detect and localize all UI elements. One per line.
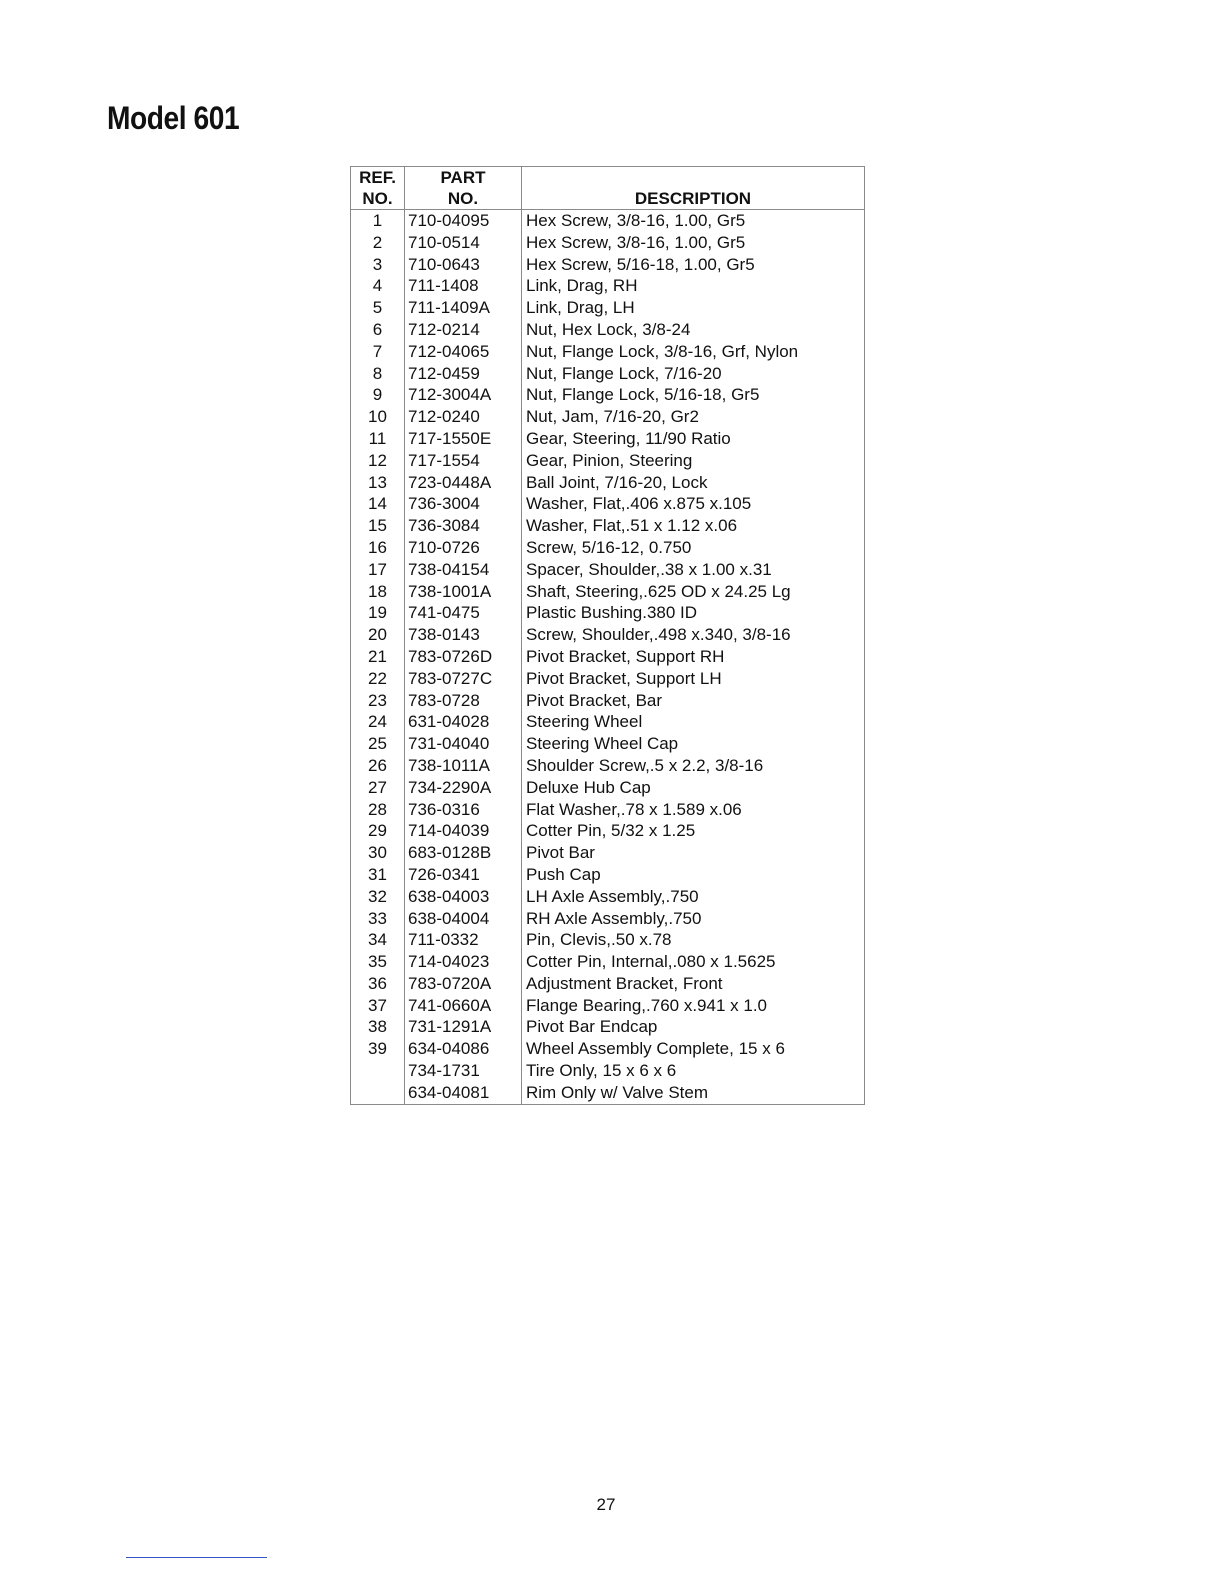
ref-cell: 32 bbox=[351, 886, 405, 908]
table-row bbox=[351, 799, 865, 821]
table-row bbox=[351, 275, 865, 297]
table-row bbox=[351, 646, 865, 668]
table-row bbox=[351, 624, 865, 646]
desc-cell: Pivot Bar bbox=[522, 842, 865, 864]
ref-cell bbox=[351, 1082, 405, 1104]
desc-cell: Screw, Shoulder,.498 x.340, 3/8-16 bbox=[522, 624, 865, 646]
ref-cell: 24 bbox=[351, 711, 405, 733]
desc-cell: Screw, 5/16-12, 0.750 bbox=[522, 537, 865, 559]
desc-cell: Flange Bearing,.760 x.941 x 1.0 bbox=[522, 995, 865, 1017]
parts-table bbox=[350, 166, 865, 1105]
ref-cell bbox=[351, 1060, 405, 1082]
ref-cell: 33 bbox=[351, 908, 405, 930]
desc-cell: Pivot Bar Endcap bbox=[522, 1016, 865, 1038]
part-cell: 711-1408 bbox=[405, 275, 522, 297]
desc-cell: Nut, Flange Lock, 7/16-20 bbox=[522, 363, 865, 385]
part-cell: 712-04065 bbox=[405, 341, 522, 363]
part-cell: 638-04004 bbox=[405, 908, 522, 930]
table-row bbox=[351, 973, 865, 995]
desc-cell: Pin, Clevis,.50 x.78 bbox=[522, 929, 865, 951]
table-row bbox=[351, 297, 865, 319]
ref-cell: 1 bbox=[351, 210, 405, 232]
table-row bbox=[351, 515, 865, 537]
table-row bbox=[351, 210, 865, 232]
part-cell: 738-1011A bbox=[405, 755, 522, 777]
ref-cell: 4 bbox=[351, 275, 405, 297]
header-part-no bbox=[405, 167, 522, 210]
part-cell: 710-04095 bbox=[405, 210, 522, 232]
table-row bbox=[351, 537, 865, 559]
desc-cell: Nut, Flange Lock, 5/16-18, Gr5 bbox=[522, 384, 865, 406]
part-cell: 783-0726D bbox=[405, 646, 522, 668]
table-row bbox=[351, 690, 865, 712]
ref-cell: 7 bbox=[351, 341, 405, 363]
part-cell: 634-04086 bbox=[405, 1038, 522, 1060]
ref-cell: 29 bbox=[351, 820, 405, 842]
part-cell: 736-3004 bbox=[405, 493, 522, 515]
table-row bbox=[351, 995, 865, 1017]
ref-cell: 11 bbox=[351, 428, 405, 450]
table-row bbox=[351, 232, 865, 254]
part-cell: 783-0727C bbox=[405, 668, 522, 690]
desc-cell: Link, Drag, LH bbox=[522, 297, 865, 319]
desc-cell: Push Cap bbox=[522, 864, 865, 886]
desc-cell: Gear, Pinion, Steering bbox=[522, 450, 865, 472]
header-ref-line1: REF. bbox=[359, 168, 396, 187]
desc-cell: Cotter Pin, Internal,.080 x 1.5625 bbox=[522, 951, 865, 973]
desc-cell: RH Axle Assembly,.750 bbox=[522, 908, 865, 930]
ref-cell: 9 bbox=[351, 384, 405, 406]
desc-cell: Steering Wheel Cap bbox=[522, 733, 865, 755]
desc-cell: Pivot Bracket, Support RH bbox=[522, 646, 865, 668]
table-row bbox=[351, 493, 865, 515]
part-cell: 736-0316 bbox=[405, 799, 522, 821]
desc-cell: Ball Joint, 7/16-20, Lock bbox=[522, 472, 865, 494]
part-cell: 710-0643 bbox=[405, 254, 522, 276]
desc-cell: Nut, Flange Lock, 3/8-16, Grf, Nylon bbox=[522, 341, 865, 363]
ref-cell: 10 bbox=[351, 406, 405, 428]
table-row bbox=[351, 319, 865, 341]
ref-cell: 36 bbox=[351, 973, 405, 995]
part-cell: 738-04154 bbox=[405, 559, 522, 581]
ref-cell: 20 bbox=[351, 624, 405, 646]
table-row bbox=[351, 908, 865, 930]
desc-cell: Plastic Bushing.380 ID bbox=[522, 602, 865, 624]
ref-cell: 34 bbox=[351, 929, 405, 951]
part-cell: 738-1001A bbox=[405, 581, 522, 603]
ref-cell: 27 bbox=[351, 777, 405, 799]
desc-cell: Hex Screw, 5/16-18, 1.00, Gr5 bbox=[522, 254, 865, 276]
table-row bbox=[351, 428, 865, 450]
desc-cell: Shaft, Steering,.625 OD x 24.25 Lg bbox=[522, 581, 865, 603]
part-cell: 712-0240 bbox=[405, 406, 522, 428]
ref-cell: 37 bbox=[351, 995, 405, 1017]
ref-cell: 2 bbox=[351, 232, 405, 254]
header-description bbox=[522, 167, 865, 210]
table-row bbox=[351, 559, 865, 581]
part-cell: 712-0214 bbox=[405, 319, 522, 341]
ref-cell: 35 bbox=[351, 951, 405, 973]
ref-cell: 30 bbox=[351, 842, 405, 864]
ref-cell: 6 bbox=[351, 319, 405, 341]
table-row bbox=[351, 1060, 865, 1082]
desc-cell: Wheel Assembly Complete, 15 x 6 bbox=[522, 1038, 865, 1060]
table-row bbox=[351, 406, 865, 428]
table-row bbox=[351, 886, 865, 908]
desc-cell: Cotter Pin, 5/32 x 1.25 bbox=[522, 820, 865, 842]
ref-cell: 5 bbox=[351, 297, 405, 319]
table-row bbox=[351, 842, 865, 864]
ref-cell: 38 bbox=[351, 1016, 405, 1038]
part-cell: 711-0332 bbox=[405, 929, 522, 951]
part-cell: 736-3084 bbox=[405, 515, 522, 537]
part-cell: 741-0660A bbox=[405, 995, 522, 1017]
table-row bbox=[351, 1082, 865, 1104]
desc-cell: Steering Wheel bbox=[522, 711, 865, 733]
desc-cell: Deluxe Hub Cap bbox=[522, 777, 865, 799]
ref-cell: 39 bbox=[351, 1038, 405, 1060]
ref-cell: 25 bbox=[351, 733, 405, 755]
table-row bbox=[351, 472, 865, 494]
part-cell: 731-1291A bbox=[405, 1016, 522, 1038]
part-cell: 714-04023 bbox=[405, 951, 522, 973]
ref-cell: 18 bbox=[351, 581, 405, 603]
page-title: Model 601 bbox=[107, 100, 240, 136]
part-cell: 738-0143 bbox=[405, 624, 522, 646]
table-row bbox=[351, 581, 865, 603]
header-part-line1: PART bbox=[440, 168, 486, 187]
ref-cell: 17 bbox=[351, 559, 405, 581]
table-row bbox=[351, 929, 865, 951]
part-cell: 711-1409A bbox=[405, 297, 522, 319]
desc-cell: Washer, Flat,.406 x.875 x.105 bbox=[522, 493, 865, 515]
table-row bbox=[351, 777, 865, 799]
ref-cell: 26 bbox=[351, 755, 405, 777]
ref-cell: 16 bbox=[351, 537, 405, 559]
header-description-label: DESCRIPTION bbox=[634, 189, 752, 208]
table-row bbox=[351, 602, 865, 624]
header-ref-no bbox=[351, 167, 405, 210]
parts-table-header bbox=[351, 167, 865, 210]
header-part-line2: NO. bbox=[447, 189, 479, 208]
part-cell: 631-04028 bbox=[405, 711, 522, 733]
part-cell: 712-3004A bbox=[405, 384, 522, 406]
part-cell: 723-0448A bbox=[405, 472, 522, 494]
ref-cell: 21 bbox=[351, 646, 405, 668]
desc-cell: Nut, Jam, 7/16-20, Gr2 bbox=[522, 406, 865, 428]
desc-cell: Spacer, Shoulder,.38 x 1.00 x.31 bbox=[522, 559, 865, 581]
table-row bbox=[351, 733, 865, 755]
table-row bbox=[351, 1016, 865, 1038]
desc-cell: Pivot Bracket, Bar bbox=[522, 690, 865, 712]
ref-cell: 28 bbox=[351, 799, 405, 821]
desc-cell: Tire Only, 15 x 6 x 6 bbox=[522, 1060, 865, 1082]
desc-cell: Adjustment Bracket, Front bbox=[522, 973, 865, 995]
desc-cell: Link, Drag, RH bbox=[522, 275, 865, 297]
table-row bbox=[351, 755, 865, 777]
desc-cell: Flat Washer,.78 x 1.589 x.06 bbox=[522, 799, 865, 821]
parts-table-body bbox=[351, 210, 865, 1105]
desc-cell: LH Axle Assembly,.750 bbox=[522, 886, 865, 908]
table-row bbox=[351, 668, 865, 690]
part-cell: 734-1731 bbox=[405, 1060, 522, 1082]
table-row bbox=[351, 711, 865, 733]
page-number: 27 bbox=[596, 1495, 616, 1514]
part-cell: 726-0341 bbox=[405, 864, 522, 886]
part-cell: 634-04081 bbox=[405, 1082, 522, 1104]
part-cell: 734-2290A bbox=[405, 777, 522, 799]
desc-cell: Shoulder Screw,.5 x 2.2, 3/8-16 bbox=[522, 755, 865, 777]
ref-cell: 12 bbox=[351, 450, 405, 472]
part-cell: 714-04039 bbox=[405, 820, 522, 842]
desc-cell: Gear, Steering, 11/90 Ratio bbox=[522, 428, 865, 450]
desc-cell: Hex Screw, 3/8-16, 1.00, Gr5 bbox=[522, 210, 865, 232]
part-cell: 712-0459 bbox=[405, 363, 522, 385]
ref-cell: 31 bbox=[351, 864, 405, 886]
ref-cell: 15 bbox=[351, 515, 405, 537]
ref-cell: 23 bbox=[351, 690, 405, 712]
part-cell: 783-0728 bbox=[405, 690, 522, 712]
part-cell: 717-1554 bbox=[405, 450, 522, 472]
ref-cell: 8 bbox=[351, 363, 405, 385]
part-cell: 717-1550E bbox=[405, 428, 522, 450]
table-row bbox=[351, 254, 865, 276]
part-cell: 731-04040 bbox=[405, 733, 522, 755]
header-ref-line2: NO. bbox=[362, 189, 393, 208]
table-row bbox=[351, 820, 865, 842]
part-cell: 710-0726 bbox=[405, 537, 522, 559]
ref-cell: 3 bbox=[351, 254, 405, 276]
part-cell: 683-0128B bbox=[405, 842, 522, 864]
ref-cell: 19 bbox=[351, 602, 405, 624]
footer-rule bbox=[126, 1557, 267, 1558]
ref-cell: 14 bbox=[351, 493, 405, 515]
desc-cell: Washer, Flat,.51 x 1.12 x.06 bbox=[522, 515, 865, 537]
table-row bbox=[351, 951, 865, 973]
table-row bbox=[351, 363, 865, 385]
ref-cell: 22 bbox=[351, 668, 405, 690]
part-cell: 638-04003 bbox=[405, 886, 522, 908]
part-cell: 783-0720A bbox=[405, 973, 522, 995]
table-row bbox=[351, 864, 865, 886]
desc-cell: Rim Only w/ Valve Stem bbox=[522, 1082, 865, 1104]
part-cell: 710-0514 bbox=[405, 232, 522, 254]
part-cell: 741-0475 bbox=[405, 602, 522, 624]
desc-cell: Hex Screw, 3/8-16, 1.00, Gr5 bbox=[522, 232, 865, 254]
table-row bbox=[351, 341, 865, 363]
desc-cell: Nut, Hex Lock, 3/8-24 bbox=[522, 319, 865, 341]
table-row bbox=[351, 1038, 865, 1060]
desc-cell: Pivot Bracket, Support LH bbox=[522, 668, 865, 690]
table-row bbox=[351, 384, 865, 406]
table-row bbox=[351, 450, 865, 472]
ref-cell: 13 bbox=[351, 472, 405, 494]
